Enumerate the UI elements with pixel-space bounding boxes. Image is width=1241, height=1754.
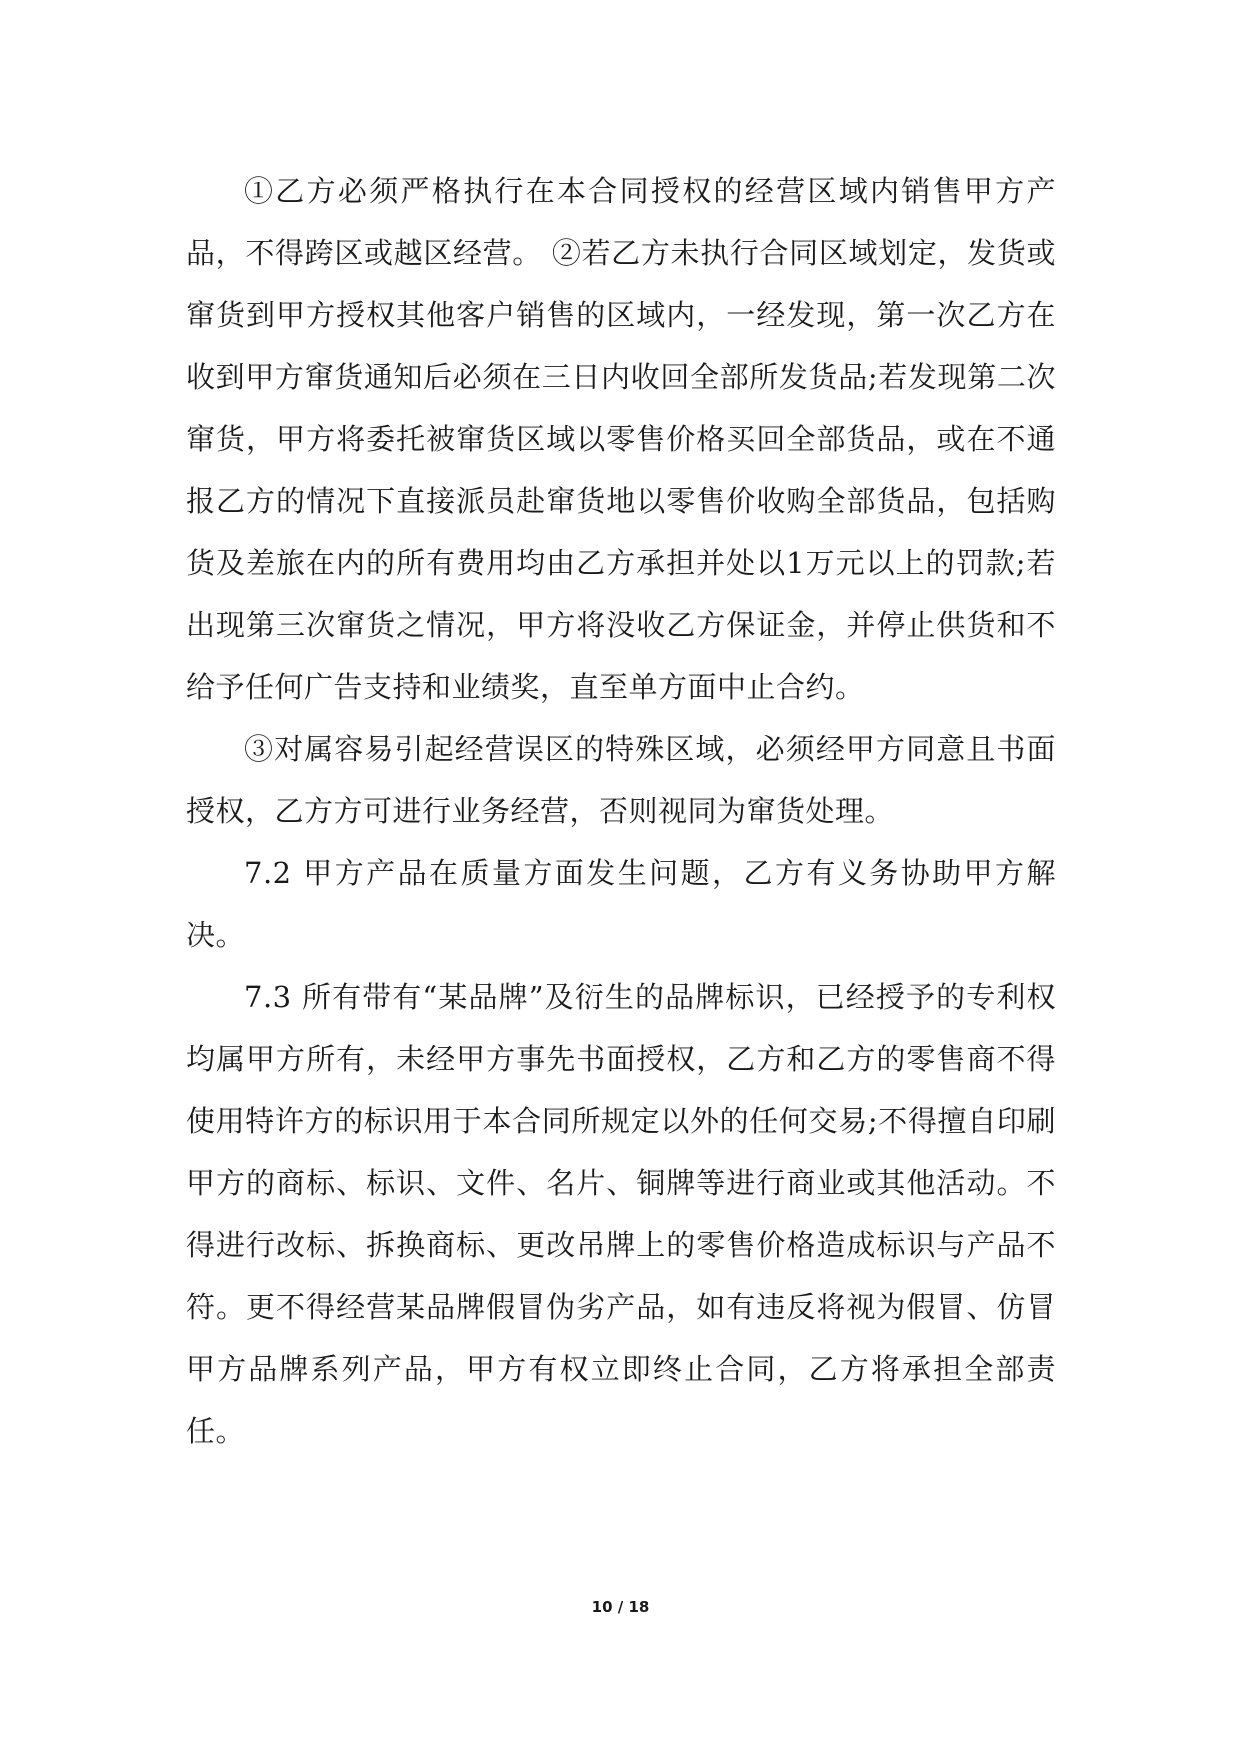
paragraph-clause-7-2: 7.2 甲方产品在质量方面发生问题，乙方有义务协助甲方解决。: [186, 856, 1056, 952]
page-number: 10 / 18: [591, 1598, 650, 1616]
paragraph-clause-7-3: 7.3 所有带有“某品牌”及衍生的品牌标识，已经授予的专利权均属甲方所有，未经甲方事先书面授权，乙方和乙方的零售商不得使用特许方的标识用于本合同所规定以外的任何交易;不得擅自印刷甲方的商标、标识、文件、名片、铜牌等进行商业或其他活动。不得进行改标、拆换商标、更改吊牌上的零售价格造成标识与产品不符。更不得经营某品牌假冒伪劣产品，如有违反将视为假冒、仿冒甲方品牌系列产品，甲方有权立即终止合同，乙方将承担全部责任。: [186, 980, 1056, 1448]
paragraph-clause-special-region: ③对属容易引起经营误区的特殊区域，必须经甲方同意且书面授权，乙方方可进行业务经营，否则视同为窜货处理。: [186, 732, 1056, 828]
document-body: [186, 160, 1056, 1462]
paragraph-clause-region: ①乙方必须严格执行在本合同授权的经营区域内销售甲方产品，不得跨区或越区经营。 ②若乙方未执行合同区域划定，发货或窜货到甲方授权其他客户销售的区域内，一经发现，第一次乙方在收到甲方窜货通知后必须在三日内收回全部所发货品;若发现第二次窜货，甲方将委托被窜货区域以零售价格买回全部货品，或在不通报乙方的情况下直接派员赴窜货地以零售价收购全部货品，包括购货及差旅在内的所有费用均由乙方承担并处以1万元以上的罚款;若出现第三次窜货之情况，甲方将没收乙方保证金，并停止供货和不给予任何广告支持和业绩奖，直至单方面中止合约。: [186, 174, 1056, 704]
